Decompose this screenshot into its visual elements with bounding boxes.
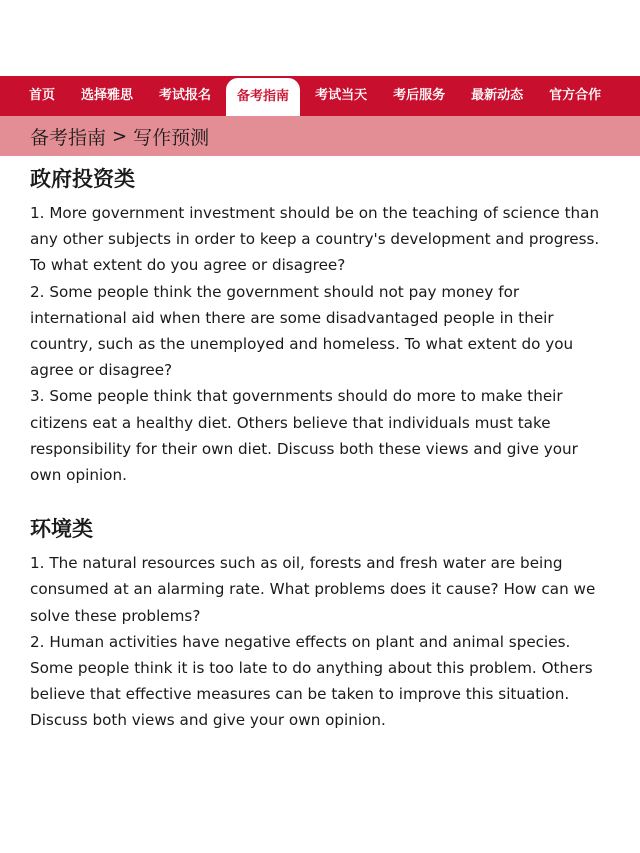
nav-item-prep-guide[interactable]: 备考指南 [226,78,300,116]
main-content [0,156,640,734]
top-spacer [0,0,640,76]
breadcrumb-parent[interactable]: 备考指南 [30,126,107,149]
question-item: 1. The natural resources such as oil, forests and fresh water are being consumed at an alarming rate. What problems does it cause? How can we solve these problems? [30,554,596,625]
question-item: 2. Some people think the government should not pay money for international aid when there are some disadvantaged people in their country, such as the unemployed and homeless. To what extent do you agree or disagree? [30,282,574,380]
question-item: 3. Some people think that governments should do more to make their citizens eat a healthy diet. Others believe that individuals must take responsibility for their own diet. Discuss both these views and give your own opinion. [30,387,578,485]
nav-item-news[interactable]: 最新动态 [471,88,524,103]
nav-item-registration[interactable]: 考试报名 [159,88,212,103]
main-nav [0,76,640,116]
nav-item-test-day[interactable]: 考试当天 [315,88,368,103]
question-item: 1. More government investment should be on the teaching of science than any other subjects in order to keep a country's development and progress. To what extent do you agree or disagree? [30,204,600,275]
chevron-right-icon: > [112,125,128,147]
section-title: 政府投资类 [30,167,135,191]
breadcrumb [0,116,640,156]
nav-item-partners[interactable]: 官方合作 [549,88,602,103]
section-environment [30,514,610,733]
nav-item-home[interactable]: 首页 [29,88,56,103]
section-government-investment [30,164,610,488]
section-title: 环境类 [30,517,93,542]
nav-item-choose-ielts[interactable]: 选择雅思 [81,88,134,103]
question-item: 2. Human activities have negative effects on plant and animal species. Some people think it is too late to do anything about this problem. Others believe that effective measures can be taken to improve this situation. Discuss both views and give your own opinion. [30,632,593,730]
breadcrumb-current: 写作预测 [133,126,210,149]
nav-item-after-test[interactable]: 考后服务 [393,88,446,103]
